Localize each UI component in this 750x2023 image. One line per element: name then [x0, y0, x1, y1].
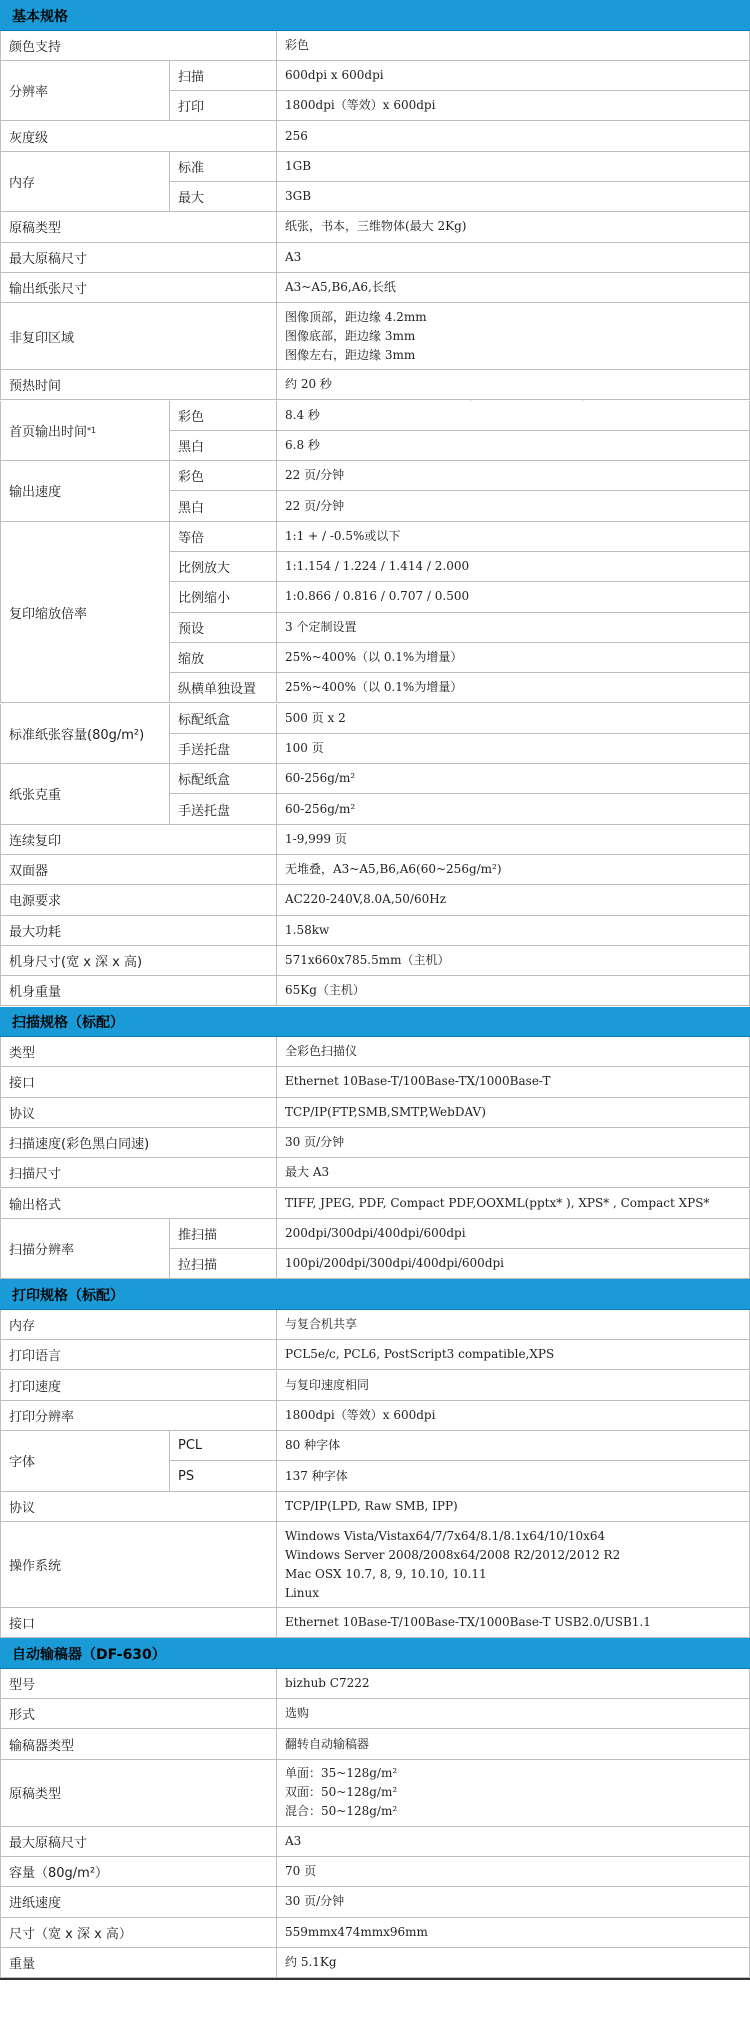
spec-value-line: 混合：50~128g/m²: [285, 1804, 398, 1819]
spec-label: 尺寸（宽 x 深 x 高）: [0, 1918, 277, 1948]
spec-value: 1-9,999 页: [277, 825, 750, 855]
spec-sublabel: PCL: [170, 1431, 277, 1461]
spec-sublabel: 缩放: [170, 643, 277, 673]
spec-value: A3: [277, 1827, 750, 1857]
spec-value: [277, 1522, 750, 1608]
spec-value: 22 页/分钟: [277, 491, 750, 521]
spec-label: 字体: [0, 1431, 170, 1492]
spec-label: 分辨率: [0, 61, 170, 122]
spec-label: 复印缩放倍率: [0, 522, 170, 704]
spec-value-line: 图像左右，距边缘 3mm: [285, 347, 416, 362]
spec-label: 输出速度: [0, 461, 170, 522]
spec-label: 形式: [0, 1699, 277, 1729]
spec-sublabel: 比例缩小: [170, 582, 277, 612]
spec-label: 扫描尺寸: [0, 1158, 277, 1188]
spec-value: 500 页 x 2: [277, 704, 750, 734]
footnote-mark: *1: [87, 425, 97, 435]
spec-value: 25%~400%（以 0.1%为增量）: [277, 643, 750, 673]
spec-label: 机身尺寸(宽 x 深 x 高): [0, 946, 277, 976]
spec-label: 最大功耗: [0, 916, 277, 946]
spec-sublabel: 推扫描: [170, 1219, 277, 1249]
spec-value: 30 页/分钟: [277, 1887, 750, 1917]
spec-label: 纸张克重: [0, 764, 170, 825]
spec-value: TCP/IP(FTP,SMB,SMTP,WebDAV): [277, 1098, 750, 1128]
spec-value: 65Kg（主机）: [277, 976, 750, 1006]
spec-value: 选购: [277, 1699, 750, 1729]
spec-value: 1:1.154 / 1.224 / 1.414 / 2.000: [277, 552, 750, 582]
spec-label: 容量（80g/m²）: [0, 1857, 277, 1887]
spec-value: 1.58kw: [277, 916, 750, 946]
spec-sublabel: 扫描: [170, 61, 277, 91]
spec-label: 扫描速度(彩色黑白同速): [0, 1128, 277, 1158]
spec-label: 颜色支持: [0, 31, 277, 61]
spec-label: 电源要求: [0, 885, 277, 915]
spec-label: 原稿类型: [0, 1760, 277, 1827]
spec-value: 600dpi x 600dpi: [277, 61, 750, 91]
spec-label: 打印速度: [0, 1371, 277, 1401]
spec-value: bizhub C7222: [277, 1669, 750, 1699]
spec-value-line: 图像顶部，距边缘 4.2mm: [285, 309, 427, 324]
spec-value: 最大 A3: [277, 1158, 750, 1188]
spec-label: 进纸速度: [0, 1887, 277, 1917]
spec-value: 8.4 秒: [277, 401, 750, 431]
spec-value-line: 双面：50~128g/m²: [285, 1785, 398, 1800]
spec-sublabel: 打印: [170, 91, 277, 121]
spec-value: 30 页/分钟: [277, 1128, 750, 1158]
spec-sublabel: 黑白: [170, 491, 277, 521]
spec-value: 70 页: [277, 1857, 750, 1887]
spec-value: 571x660x785.5mm（主机）: [277, 946, 750, 976]
spec-value: PCL5e/c, PCL6, PostScript3 compatible,XPS: [277, 1340, 750, 1370]
spec-label: 重量: [0, 1948, 277, 1978]
spec-value-line: Linux: [285, 1585, 320, 1600]
spec-value: 约 5.1Kg: [277, 1948, 750, 1978]
spec-value: 100pi/200dpi/300dpi/400dpi/600dpi: [277, 1249, 750, 1279]
spec-value: Ethernet 10Base-T/100Base-TX/1000Base-T: [277, 1067, 750, 1097]
spec-sublabel: 彩色: [170, 461, 277, 491]
section-header: 扫描规格（标配）: [0, 1007, 750, 1038]
spec-sublabel: 拉扫描: [170, 1249, 277, 1279]
spec-sublabel: 最大: [170, 182, 277, 212]
spec-value: A3~A5,B6,A6,长纸: [277, 273, 750, 303]
spec-sublabel: 纵横单独设置: [170, 673, 277, 703]
spec-value: 全彩色扫描仪: [277, 1037, 750, 1067]
spec-sublabel: 比例放大: [170, 552, 277, 582]
spec-label: 标准纸张容量(80g/m²): [0, 704, 170, 765]
spec-value: 1800dpi（等效）x 600dpi: [277, 1401, 750, 1431]
spec-value: 137 种字体: [277, 1461, 750, 1491]
spec-value: [277, 303, 750, 370]
section-header: 自动输稿器（DF-630）: [0, 1638, 750, 1669]
spec-value-line: Windows Server 2008/2008x64/2008 R2/2012/2012 R2: [285, 1547, 621, 1562]
spec-label: 协议: [0, 1492, 277, 1522]
spec-value-line: Windows Vista/Vistax64/7/7x64/8.1/8.1x64/10/10x64: [285, 1528, 606, 1543]
spec-label: 内存: [0, 1310, 277, 1340]
spec-value: 3GB: [277, 182, 750, 212]
spec-label: 连续复印: [0, 825, 277, 855]
spec-sublabel: 标配纸盒: [170, 704, 277, 734]
spec-sublabel: 等倍: [170, 522, 277, 552]
spec-value: AC220-240V,8.0A,50/60Hz: [277, 885, 750, 915]
spec-value: 1800dpi（等效）x 600dpi: [277, 91, 750, 121]
spec-value: 256: [277, 121, 750, 151]
spec-value-line: 单面：35~128g/m²: [285, 1766, 398, 1781]
table-bottom-border: [0, 1978, 750, 1980]
spec-value: 60-256g/m²: [277, 794, 750, 824]
spec-value: 100 页: [277, 734, 750, 764]
spec-value: 与复合机共享: [277, 1310, 750, 1340]
spec-value: 60-256g/m²: [277, 764, 750, 794]
spec-label: 最大原稿尺寸: [0, 1827, 277, 1857]
spec-label: 输稿器类型: [0, 1729, 277, 1759]
spec-value: 25%~400%（以 0.1%为增量）: [277, 673, 750, 703]
spec-sublabel: 标配纸盒: [170, 764, 277, 794]
spec-label: 输出格式: [0, 1189, 277, 1219]
spec-value: A3: [277, 243, 750, 273]
spec-value: 22 页/分钟: [277, 461, 750, 491]
spec-label: 打印分辨率: [0, 1401, 277, 1431]
spec-value: 约 20 秒: [277, 370, 750, 400]
section-header: 打印规格（标配）: [0, 1279, 750, 1310]
spec-sublabel: 黑白: [170, 431, 277, 461]
section-header: 基本规格: [0, 0, 750, 31]
spec-label: 非复印区域: [0, 303, 277, 370]
spec-label: 最大原稿尺寸: [0, 243, 277, 273]
spec-label: 内存: [0, 152, 170, 213]
spec-value: TIFF, JPEG, PDF, Compact PDF,OOXML(pptx* ), XPS* , Compact XPS*: [277, 1189, 750, 1219]
spec-label: 输出纸张尺寸: [0, 273, 277, 303]
spec-sublabel: 标准: [170, 152, 277, 182]
spec-value: 6.8 秒: [277, 431, 750, 461]
spec-sublabel: 手送托盘: [170, 794, 277, 824]
spec-label: 协议: [0, 1098, 277, 1128]
spec-value-line: 图像底部，距边缘 3mm: [285, 328, 416, 343]
spec-label: 双面器: [0, 855, 277, 885]
spec-value: 559mmx474mmx96mm: [277, 1918, 750, 1948]
spec-value: Ethernet 10Base-T/100Base-TX/1000Base-T USB2.0/USB1.1: [277, 1608, 750, 1638]
spec-value-line: Mac OSX 10.7, 8, 9, 10.10, 10.11: [285, 1566, 487, 1581]
spec-value: 无堆叠，A3~A5,B6,A6(60~256g/m²): [277, 855, 750, 885]
spec-label: 首页输出时间 *1: [0, 401, 170, 462]
spec-value: [277, 1760, 750, 1827]
spec-value: 1:1 + / -0.5%或以下: [277, 522, 750, 552]
spec-label: 型号: [0, 1669, 277, 1699]
spec-label: 机身重量: [0, 976, 277, 1006]
spec-value: 80 种字体: [277, 1431, 750, 1461]
spec-label: 扫描分辨率: [0, 1219, 170, 1280]
spec-value: 1:0.866 / 0.816 / 0.707 / 0.500: [277, 582, 750, 612]
spec-sublabel: 预设: [170, 613, 277, 643]
spec-label: 灰度级: [0, 121, 277, 151]
spec-value: 彩色: [277, 31, 750, 61]
spec-value: 与复印速度相同: [277, 1371, 750, 1401]
spec-label: 原稿类型: [0, 212, 277, 242]
spec-value: 200dpi/300dpi/400dpi/600dpi: [277, 1219, 750, 1249]
spec-sublabel: PS: [170, 1461, 277, 1491]
spec-value: 翻转自动输稿器: [277, 1729, 750, 1759]
spec-label: 预热时间: [0, 370, 277, 400]
spec-label: 接口: [0, 1608, 277, 1638]
spec-label: 操作系统: [0, 1522, 277, 1608]
spec-label: 类型: [0, 1037, 277, 1067]
spec-label: 打印语言: [0, 1340, 277, 1370]
spec-value: 3 个定制设置: [277, 613, 750, 643]
spec-value: TCP/IP(LPD, Raw SMB, IPP): [277, 1492, 750, 1522]
spec-value: 纸张，书本，三维物体(最大 2Kg): [277, 212, 750, 242]
spec-sublabel: 彩色: [170, 401, 277, 431]
spec-value: 1GB: [277, 152, 750, 182]
spec-label: 接口: [0, 1067, 277, 1097]
spec-sublabel: 手送托盘: [170, 734, 277, 764]
